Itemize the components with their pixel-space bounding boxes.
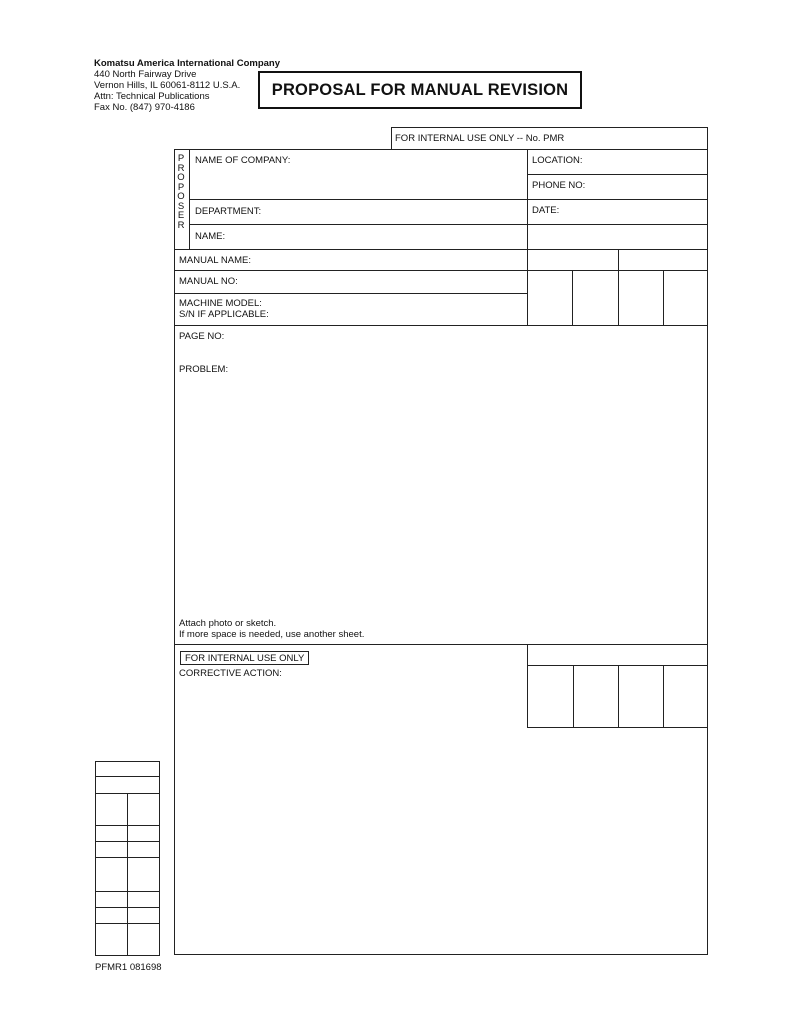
date-field[interactable]	[528, 200, 707, 223]
address-line-1: 440 North Fairway Drive	[94, 69, 197, 80]
manual-no-label: MANUAL NO:	[179, 276, 238, 287]
problem-field[interactable]	[175, 326, 707, 644]
department-field[interactable]	[190, 200, 526, 223]
corrective-action-field[interactable]	[175, 680, 525, 954]
machine-model-label: MACHINE MODEL:	[179, 298, 262, 309]
fax-line: Fax No. (847) 970-4186	[94, 102, 195, 113]
location-label: LOCATION:	[532, 155, 583, 166]
name-field[interactable]	[190, 225, 707, 248]
sn-label: S/N IF APPLICABLE:	[179, 309, 269, 320]
phone-no-field[interactable]	[528, 175, 707, 198]
name-of-company-label: NAME OF COMPANY:	[195, 155, 291, 166]
date-label: DATE:	[532, 205, 560, 216]
page-no-label: PAGE NO:	[179, 331, 225, 342]
machine-model-field[interactable]	[175, 294, 526, 324]
form-title: PROPOSAL FOR MANUAL REVISION	[258, 71, 582, 109]
attn-line: Attn: Technical Publications	[94, 91, 210, 102]
more-space-note: If more space is needed, use another sheet.	[179, 629, 365, 640]
address-line-2: Vernon Hills, IL 60061-8112 U.S.A.	[94, 80, 241, 91]
pmr-label: FOR INTERNAL USE ONLY -- No. PMR	[395, 133, 565, 144]
corrective-action-label: CORRECTIVE ACTION:	[179, 668, 282, 679]
company-name: Komatsu America International Company	[94, 58, 280, 69]
company-address-block	[94, 58, 280, 113]
manual-no-field[interactable]	[175, 271, 526, 292]
problem-label: PROBLEM:	[179, 364, 229, 375]
department-label: DEPARTMENT:	[195, 206, 262, 217]
manual-name-field[interactable]	[175, 250, 526, 269]
attach-photo-note: Attach photo or sketch.	[179, 618, 277, 629]
phone-no-label: PHONE NO:	[532, 180, 586, 191]
form-code: PFMR1 081698	[95, 962, 162, 973]
proposer-vertical-label: P R O P O S E R	[177, 153, 185, 231]
name-label: NAME:	[195, 231, 226, 242]
location-field[interactable]	[528, 150, 707, 173]
manual-name-label: MANUAL NAME:	[179, 255, 251, 266]
internal-use-only-badge: FOR INTERNAL USE ONLY	[180, 651, 309, 665]
name-of-company-field[interactable]	[190, 150, 526, 198]
